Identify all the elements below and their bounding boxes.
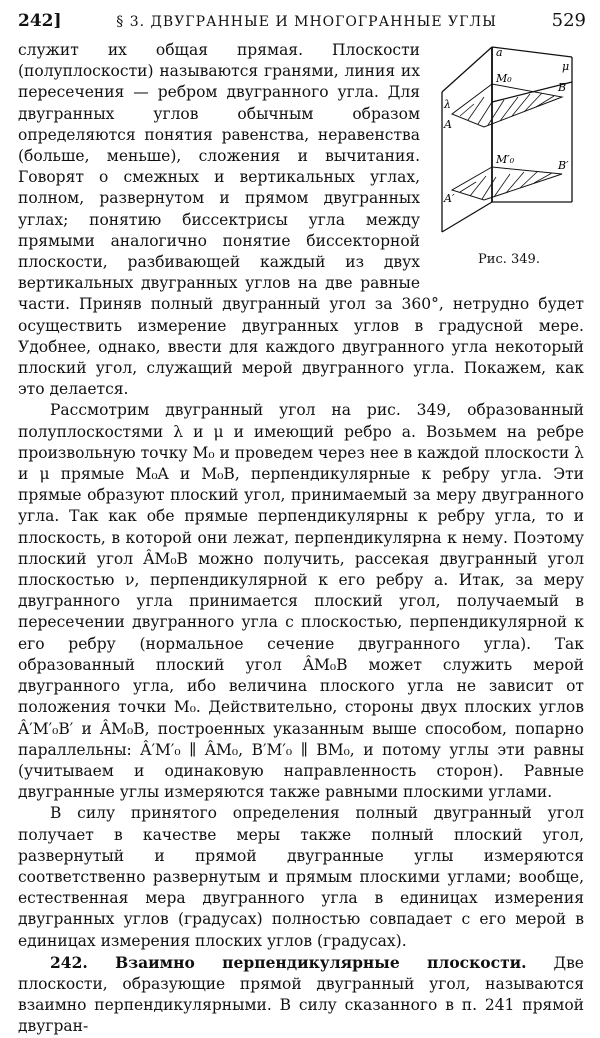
section-242-text: Две плоскости, образующие прямой двугранный угол, называются взаимно перпендикулярными. В силу сказанного в п. 241 прямой двугран- [18, 953, 584, 1036]
page-number: 529 [551, 10, 586, 31]
upper-section [452, 84, 562, 127]
plane-outline [442, 202, 492, 232]
label-b: B [558, 81, 567, 94]
plane-outline [442, 47, 492, 92]
label-b-prime: B′ [558, 159, 569, 172]
paragraph-1: служит их общая прямая. Плоскости (полуплоскости) называются гранями, линия их пересечения — ребром двугранного угла. Для двугранных углов обычным образом определяются понятия равенства, неравенства (больше, меньше), сложения и вычитания. Говорят о смежных и вертикальных углах, полном, развернутом и прямом двугранных углах; понятию биссектрисы угла между прямыми аналогично понятие биссекторной плоскости, разбивающей каждый из двух вертикальных двугранных углов на две равные части. Приняв полный двугранный угол за 360°, нетрудно будет осуществить измерение двугранных углов в градусной мере. Удобнее, однако, ввести для каждого двугранного угла некоторый плоский угол, служащий мерой двугранного угла. Покажем, как это делается. [18, 41, 584, 399]
label-mu: μ [562, 60, 570, 73]
running-title: § 3. ДВУГРАННЫЕ И МНОГОГРАННЫЕ УГЛЫ [116, 14, 497, 30]
plane-outline [492, 47, 572, 57]
section-number: 242] [18, 11, 62, 31]
figure-caption: Рис. 349. [478, 252, 540, 267]
paragraph-4 [18, 952, 584, 1038]
label-lambda: λ [444, 98, 451, 111]
lower-section [452, 167, 562, 200]
section-242-heading: 242. Взаимно перпендикулярные плоскости. [50, 952, 527, 972]
page-header [18, 10, 586, 38]
paragraph-2: Рассмотрим двугранный угол на рис. 349, образованный полуплоскостями λ и μ и имеющий ребро a. Возьмем на ребре произвольную точку M₀ и проведем через нее в каждой плоскости λ и μ прямые M₀A и M₀B, перпендикулярные к ребру угла. Эти прямые образуют плоский угол, принимаемый за меру двугранного угла. Так как обе прямые перпендикулярны к ребру угла, то и плоскость, в которой они лежат, перпендикулярна к нему. Поэтому плоский угол ÂM₀B можно получить, рассекая двугранный угол плоскостью ν, перпендикулярной к его ребру a. Итак, за меру двугранного угла принимается плоский угол, получаемый в пересечении двугранного угла с плоскостью, перпендикулярной к его ребру (нормальное сечение двугранного угла). Так образованный плоский угол ÂM₀B может служить мерой двугранного угла, ибо величина плоского угла не зависит от положения точки M₀. Действительно, стороны двух плоских углов Â′M′₀B′ и ÂM₀B, построенных указанным выше способом, попарно параллельны: Â′M′₀ ∥ ÂM₀, B′M′₀ ∥ BM₀, и потому углы эти равны (учитываем и одинаковую направленность сторон). Равные двугранные углы измеряются также равными плоскими углами. [18, 401, 584, 802]
dihedral-angle-diagram [434, 42, 584, 247]
label-a: a [496, 46, 503, 59]
page-body [18, 40, 584, 1038]
figure-349 [434, 42, 584, 272]
label-m0-prime: M′₀ [496, 153, 515, 166]
label-m0: M₀ [496, 72, 512, 85]
label-A: A [444, 118, 452, 131]
lower-hatching [460, 171, 552, 199]
paragraph-3: В силу принятого определения полный двугранный угол получает в качестве меры также полный плоский угол, развернутый и прямой двугранные углы измеряются соответственно развернутым и прямым плоскими углами; вообще, естественная мера двугранного угла в единицах измерения двугранных углов (градусах) полностью совпадает с его мерой в единицах измерения плоских углов (градусах). [18, 804, 584, 950]
label-a-prime: A′ [444, 192, 455, 205]
